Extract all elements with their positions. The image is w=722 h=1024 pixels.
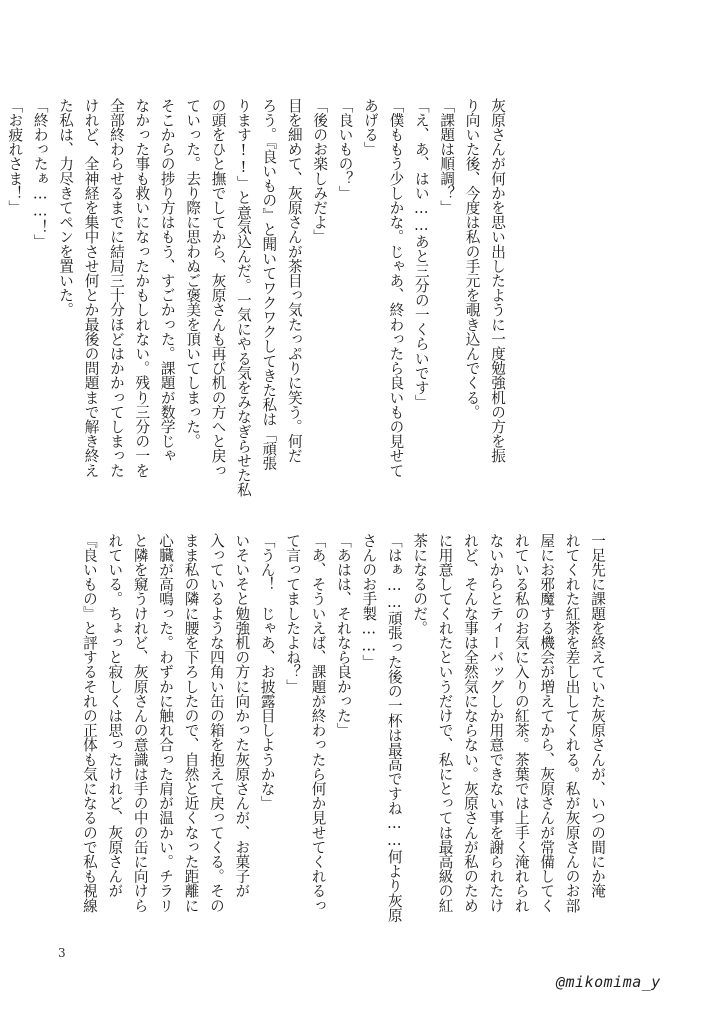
text-line: けれど、全神経を集中させ何とか最後の問題まで解き終え <box>82 98 100 478</box>
text-line: 「良いもの？」 <box>336 98 354 201</box>
text-line: 「え、あ、はい……あと三分の一くらいです」 <box>412 98 430 410</box>
text-line: り向いた後、今度は私の手元を覗き込んでくる。 <box>463 98 481 420</box>
page-number: 3 <box>58 946 66 960</box>
text-line: れている私のお気に入りの紅茶。茶葉では上手く淹れられ <box>512 533 530 913</box>
text-line: 目を細めて、灰原さんが茶目っ気たっぷりに笑う。何だ <box>285 98 303 463</box>
text-line: 「うん！ じゃあ、お披露目しようかな」 <box>258 533 276 811</box>
text-line: なかった事も救いになったかもしれない。残り三分の一を <box>133 98 151 478</box>
text-line: 茶になるのだ。 <box>411 533 429 636</box>
text-line: 一足先に課題を終えていた灰原さんが、いつの間にか淹 <box>589 533 606 898</box>
text-line: 入っているような四角い缶の箱を抱えて戻ってくる。その <box>207 533 225 913</box>
text-line: 『良いもの』と評するそれの正体も気になるので私も視線 <box>80 533 98 913</box>
text-block-bottom <box>80 533 610 928</box>
text-line: の頭をひと撫でしてから、灰原さんも再び机の方へと戻っ <box>209 98 227 478</box>
text-line: 「課題は順調？」 <box>438 98 456 215</box>
text-line: 「後のお楽しみだよ」 <box>311 98 329 244</box>
text-line: いそいそと勉強机の方に向かった灰原さんが、お菓子が <box>233 533 251 898</box>
text-line: 「あ、そういえば、課題が終わったら何か見せてくれるっ <box>309 533 327 913</box>
text-line: 「お疲れさま！」 <box>6 98 24 215</box>
text-line: 「終わったぁ……！」 <box>31 98 49 249</box>
text-line: ていった。去り際に思わぬご褒美を頂いてしまった。 <box>184 98 202 449</box>
text-line: と隣を窺うけれど、灰原さんの意識は手の中の缶に向けら <box>131 533 149 913</box>
text-line: 屋にお邪魔する機会が増えてから、灰原さんが常備してく <box>538 533 556 913</box>
text-line: に用意してくれたというだけで、私にとっては最高級の紅 <box>436 533 454 913</box>
text-line <box>0 98 2 493</box>
text-line: ないからとティーバッグしか用意できない事を謝られたけ <box>487 533 505 913</box>
text-line: て言ってましたよね？」 <box>284 533 302 694</box>
text-line: れど、そんな事は全然気にならない。灰原さんが私のため <box>461 533 479 913</box>
text-line: 全部終わらせるまでに結局三十分ほどはかかってしまった <box>107 98 125 478</box>
text-line: 「あはは、それなら良かった」 <box>334 533 352 738</box>
text-line: れてくれた紅茶を差し出してくれる。私が灰原さんのお部 <box>563 533 581 913</box>
text-line: 「僕ももう少しかな。じゃあ、終わったら良いもの見せて <box>387 98 405 478</box>
text-line: そこからの捗り方はもう、すごかった。課題が数学じゃ <box>158 98 176 463</box>
text-line: れている。ちょっと寂しくは思ったけれど、灰原さんが <box>106 533 124 898</box>
text-line: あげる」 <box>361 98 379 157</box>
text-line: まま私の隣に腰を下ろしたので、自然と近くなった距離に <box>182 533 200 913</box>
text-block-top <box>6 98 510 497</box>
text-line: た私は、力尽きてペンを置いた。 <box>57 98 75 317</box>
text-line: 心臓が高鳴った。わずかに触れ合った肩が温かい。チラリ <box>157 533 175 913</box>
text-line: 「はぁ……頑張った後の一杯は最高ですね……何より灰原 <box>385 533 403 923</box>
author-signature: @mikomima_y <box>556 973 661 991</box>
text-line: ろう。『良いもの』と聞いてワクワクしてきた私は「頑張 <box>260 98 278 471</box>
text-line: 灰原さんが何かを思い出したように一度勉強机の方を振 <box>489 98 506 463</box>
text-line: ります!!」と意気込んだ。一気にやる気をみなぎらせた私 <box>234 98 252 497</box>
text-line: さんのお手製……」 <box>360 533 378 670</box>
